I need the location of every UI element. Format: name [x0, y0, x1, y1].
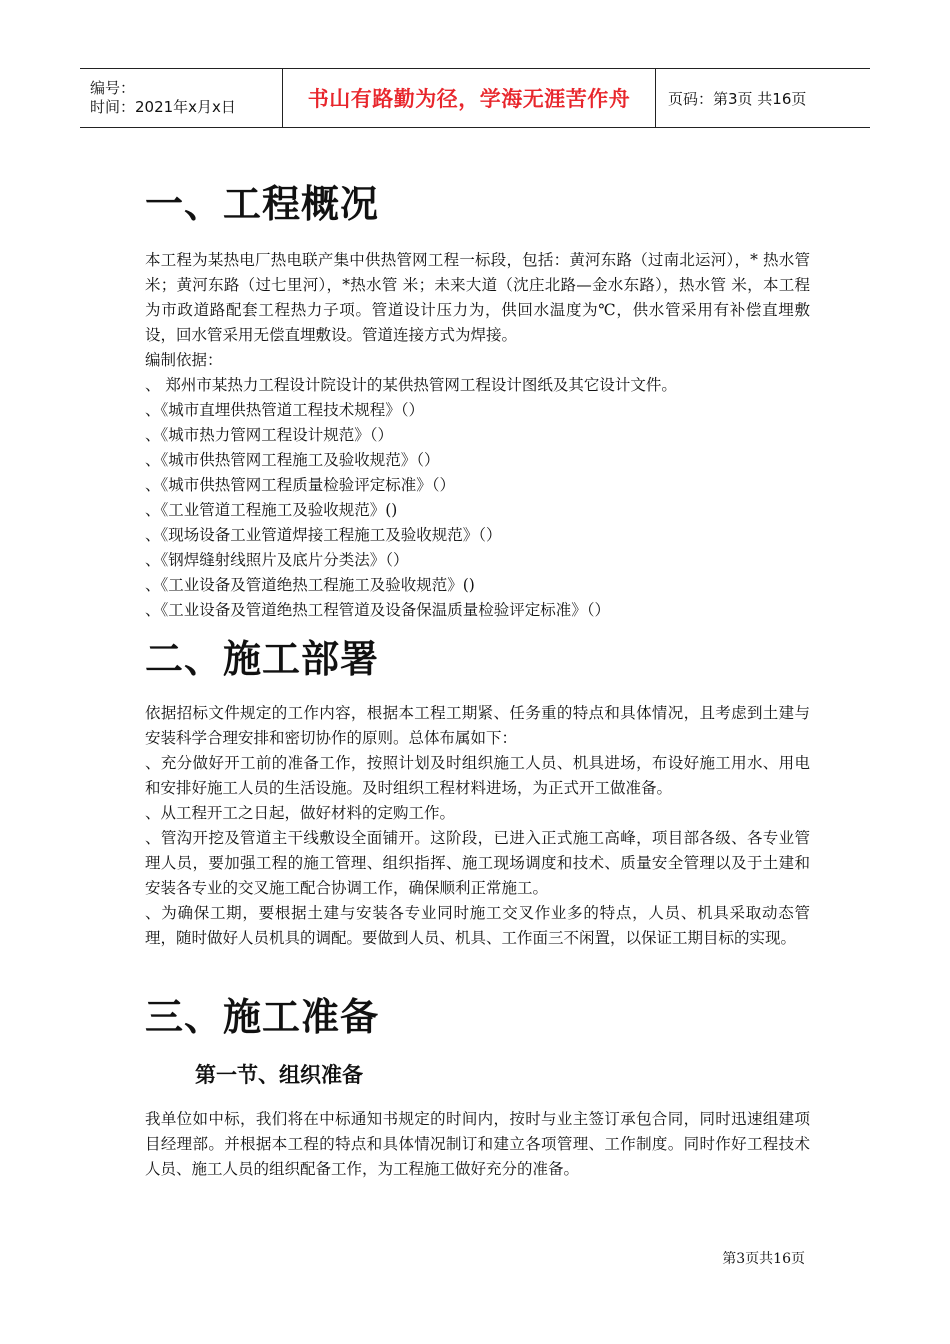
document-number-label: 编号：	[90, 79, 136, 97]
list-item: 、《工业设备及管道绝热工程管道及设备保温质量检验评定标准》（）	[145, 601, 611, 619]
list-item: 、《工业设备及管道绝热工程施工及验收规范》()	[145, 576, 475, 594]
list-item: 、《现场设备工业管道焊接工程施工及验收规范》（）	[145, 526, 502, 544]
section-preparation-body	[145, 1107, 810, 1182]
header-motto: 书山有路勤为径，学海无涯苦作舟	[307, 87, 631, 111]
header-page-number: 页码：第3页 共16页	[668, 89, 807, 108]
header-motto-cell	[282, 69, 656, 127]
section-title-deployment: 二、施工部署	[145, 637, 380, 681]
header-page-cell	[656, 69, 870, 127]
list-item: 、《钢焊缝射线照片及底片分类法》（）	[145, 551, 409, 569]
list-item: 、《工业管道工程施工及验收规范》()	[145, 501, 398, 519]
document-date-label: 时间：2021年x月x日	[90, 98, 236, 116]
page-header	[80, 68, 870, 128]
page-footer-number: 第3页共16页	[722, 1251, 805, 1267]
list-item: 、《城市供热管网工程质量检验评定标准》（）	[145, 476, 456, 494]
subsection-title-organization: 第一节、组织准备	[195, 1063, 363, 1087]
list-item: 、《城市供热管网工程施工及验收规范》（）	[145, 451, 440, 469]
paragraph: 编制依据：	[145, 351, 223, 369]
section-deployment-body	[145, 701, 810, 951]
section-title-overview: 一、工程概况	[145, 182, 380, 226]
list-item: 、《城市直埋供热管道工程技术规程》（）	[145, 401, 425, 419]
paragraph: 依据招标文件规定的工作内容，根据本工程工期紧、任务重的特点和具体情况，且考虑到土建与安装科学合理安排和密切协作的原则。总体布属如下：	[145, 704, 810, 747]
section-title-preparation: 三、施工准备	[145, 995, 380, 1039]
list-item: 、充分做好开工前的准备工作，按照计划及时组织施工人员、机具进场，布设好施工用水、用电和安排好施工人员的生活设施。及时组织工程材料进场，为正式开工做准备。	[145, 754, 810, 797]
list-item: 、从工程开工之日起，做好材料的定购工作。	[145, 804, 456, 822]
list-item: 、 郑州市某热力工程设计院设计的某供热管网工程设计图纸及其它设计文件。	[145, 376, 677, 394]
list-item: 、为确保工期，要根据土建与安装各专业同时施工交叉作业多的特点，人员、机具采取动态管理，随时做好人员机具的调配。要做到人员、机具、工作面三不闲置，以保证工期目标的实现。	[145, 904, 810, 947]
list-item: 、《城市热力管网工程设计规范》（）	[145, 426, 394, 444]
paragraph: 我单位如中标，我们将在中标通知书规定的时间内，按时与业主签订承包合同，同时迅速组建项目经理部。并根据本工程的特点和具体情况制订和建立各项管理、工作制度。同时作好工程技术人员、施工人员的组织配备工作，为工程施工做好充分的准备。	[145, 1110, 810, 1178]
paragraph: 本工程为某热电厂热电联产集中供热管网工程一标段，包括：黄河东路（过南北运河），* 热水管 米；黄河东路（过七里河），*热水管 米；未来大道（沈庄北路—金水东路），热水管 米，本工程为市政道路配套工程热力子项。管道设计压力为，供回水温度为℃，供水管采用有补偿直埋敷设，回水管采用无偿直埋敷设。管道连接方式为焊接。	[145, 251, 810, 344]
header-meta	[80, 69, 282, 127]
document-body	[145, 174, 810, 1182]
section-overview-body	[145, 248, 810, 623]
list-item: 、管沟开挖及管道主干线敷设全面铺开。这阶段，已进入正式施工高峰，项目部各级、各专业管理人员，要加强工程的施工管理、组织指挥、施工现场调度和技术、质量安全管理以及于土建和安装各专业的交叉施工配合协调工作，确保顺利正常施工。	[145, 829, 810, 897]
